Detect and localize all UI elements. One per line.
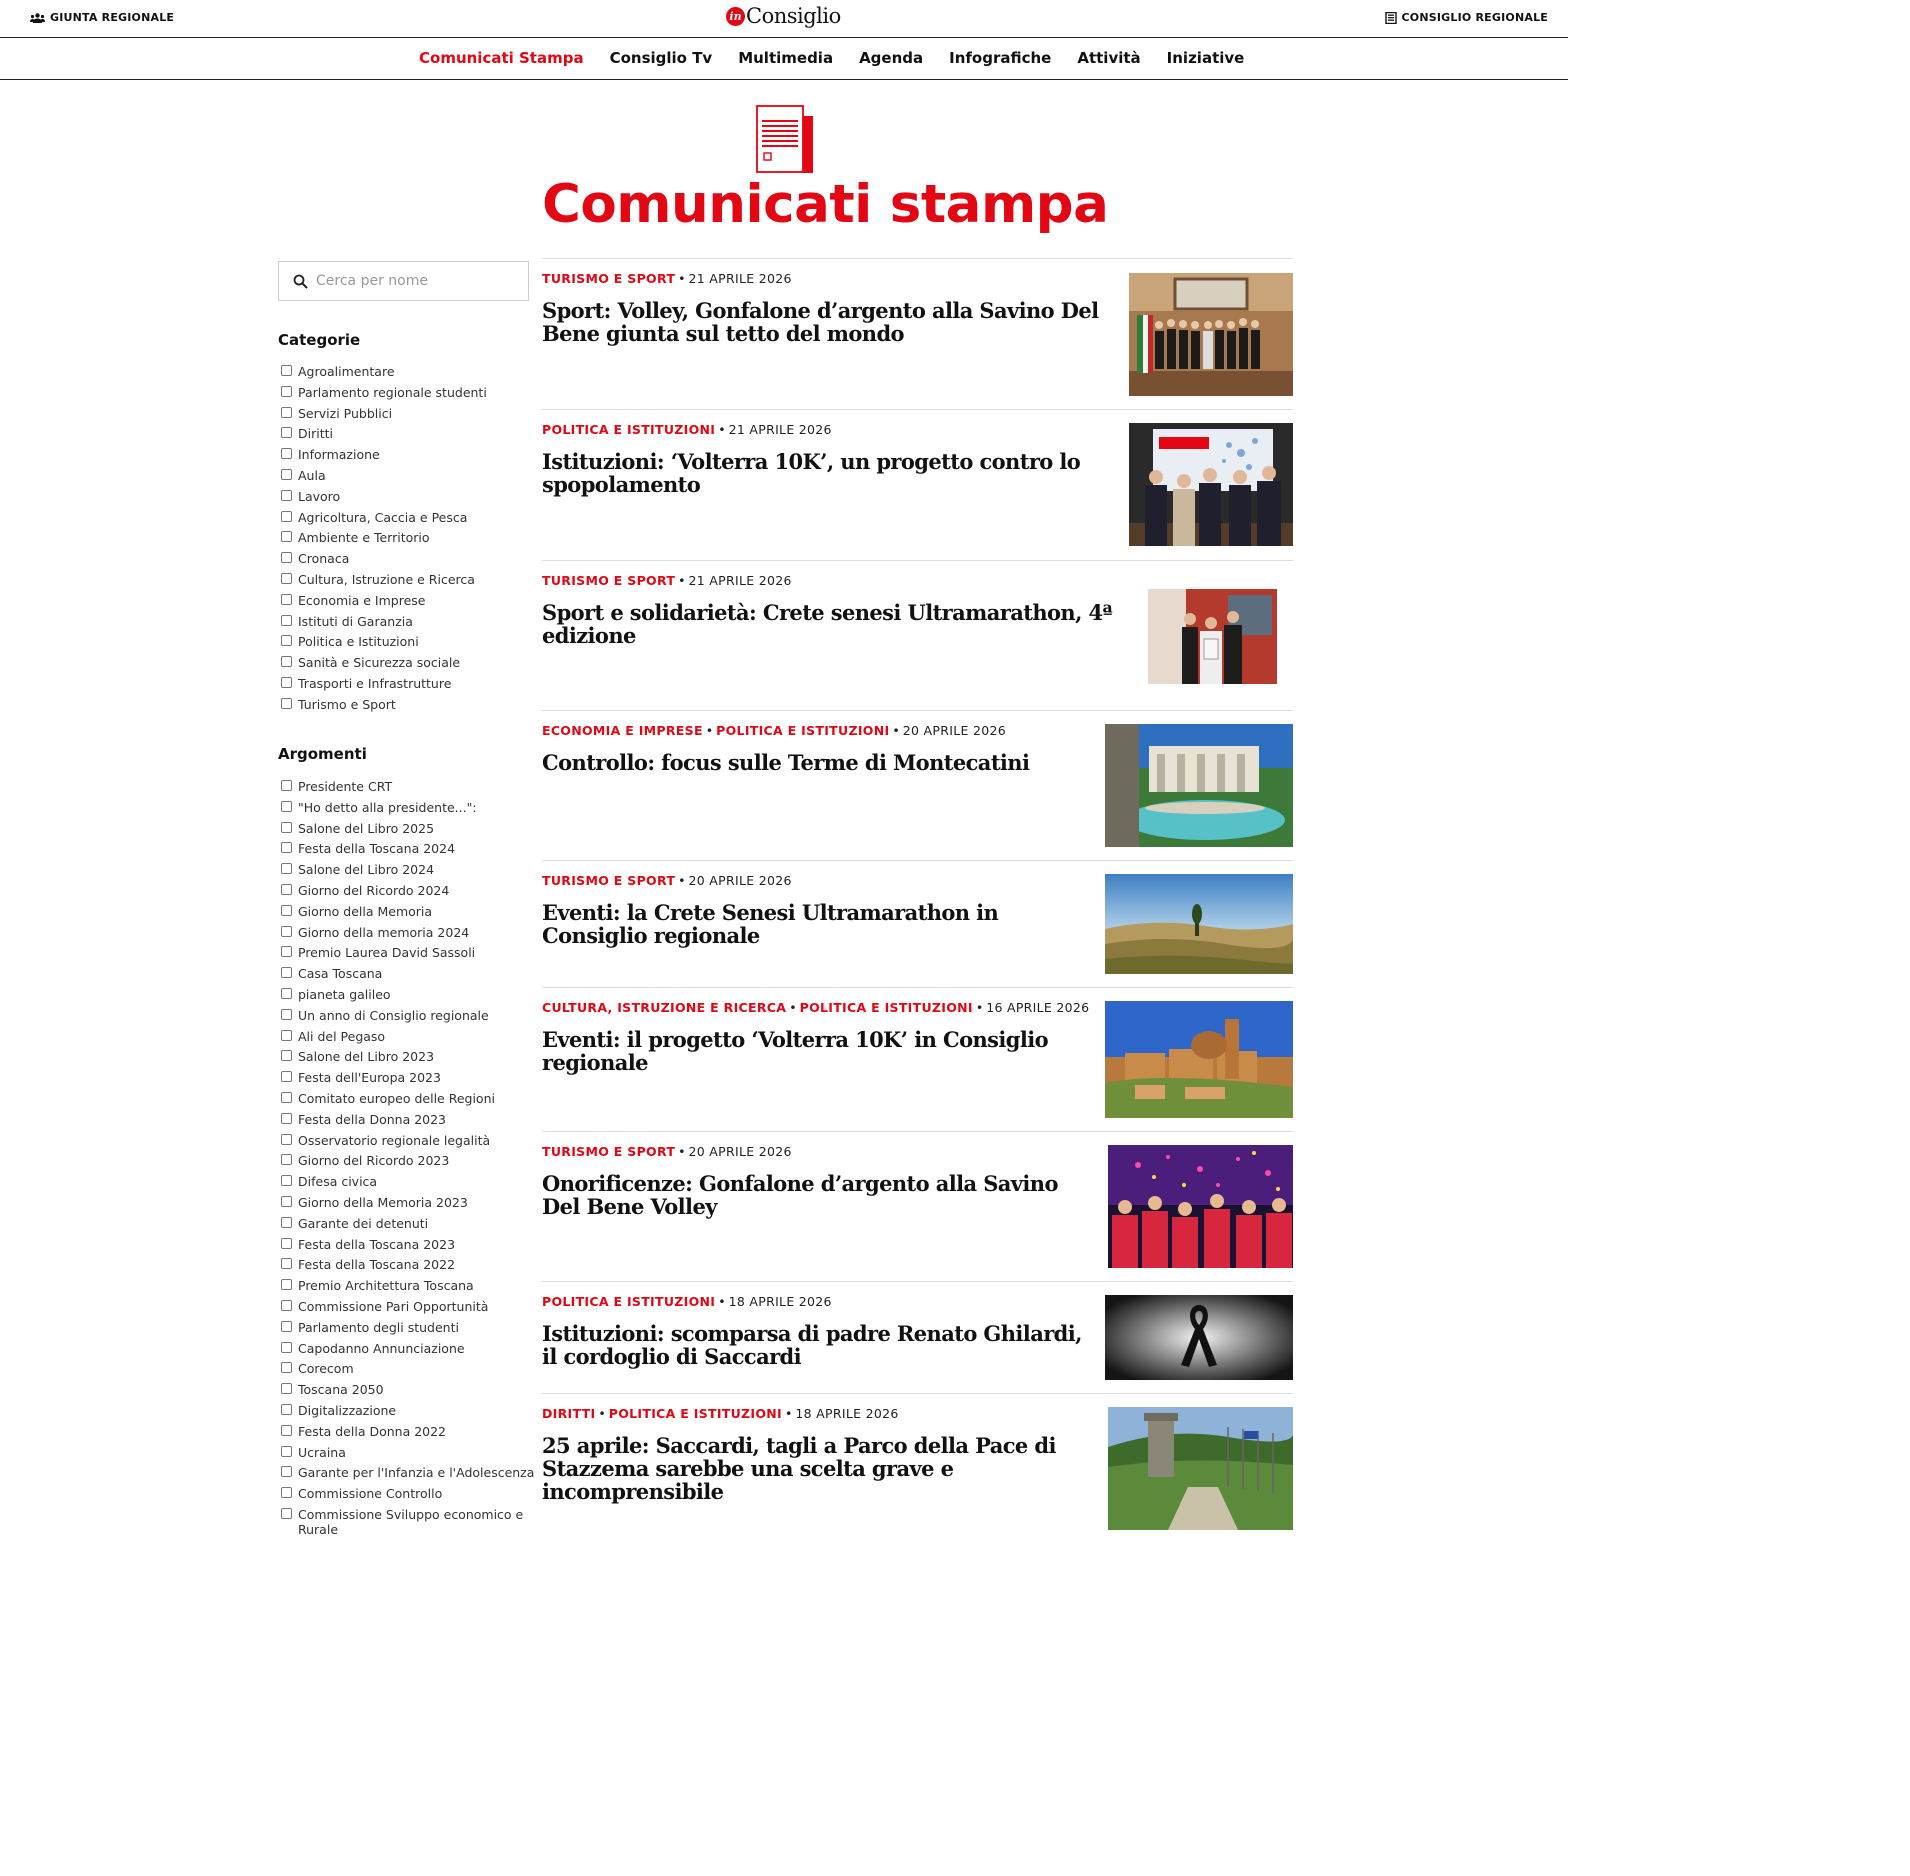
filter-option-casa-toscana[interactable]	[281, 966, 536, 981]
article-image[interactable]	[1105, 724, 1293, 847]
filter-option-commissione-sviluppo-economico-e-rurale[interactable]	[281, 1507, 536, 1537]
filter-option-giorno-della-memoria[interactable]	[281, 904, 536, 919]
search-box[interactable]	[278, 261, 529, 301]
filter-checkbox[interactable]	[281, 698, 292, 709]
filter-checkbox[interactable]	[281, 1092, 292, 1103]
article-image[interactable]	[1129, 273, 1293, 396]
article-category-link[interactable]: TURISMO E SPORT	[542, 873, 676, 888]
consiglio-regionale-link[interactable]	[1385, 11, 1548, 24]
filter-option-festa-dell-europa-2023[interactable]	[281, 1070, 536, 1085]
filter-option-politica-e-istituzioni[interactable]	[281, 634, 536, 649]
filter-checkbox[interactable]	[281, 801, 292, 812]
press-release-icon	[755, 104, 817, 174]
filter-option-giorno-della-memoria-2024[interactable]	[281, 925, 536, 940]
filter-option-ali-del-pegaso[interactable]	[281, 1029, 536, 1044]
filter-label: Digitalizzazione	[298, 1402, 397, 1418]
filter-checkbox[interactable]	[281, 1487, 292, 1498]
filter-checkbox[interactable]	[281, 1404, 292, 1415]
article-headline[interactable]: Sport: Volley, Gonfalone d’argento alla Savino Del Bene giunta sul tetto del mondo	[542, 298, 1099, 346]
filter-label: Giorno del Ricordo 2024	[298, 882, 450, 898]
filter-checkbox[interactable]	[281, 511, 292, 522]
meta-separator: •	[785, 1406, 793, 1421]
meta-separator: •	[718, 1294, 726, 1309]
categorie-heading: Categorie	[278, 331, 361, 349]
filter-checkbox[interactable]	[281, 594, 292, 605]
filter-checkbox[interactable]	[281, 1196, 292, 1207]
filter-label: Difesa civica	[298, 1174, 378, 1190]
filter-label: Osservatorio regionale legalità	[298, 1132, 491, 1148]
meta-separator: •	[678, 873, 686, 888]
filter-label: Ali del Pegaso	[298, 1028, 386, 1044]
filter-label: Aula	[298, 467, 326, 483]
filter-option-garante-dei-detenuti[interactable]	[281, 1216, 536, 1231]
building-icon	[1385, 12, 1397, 24]
article-date: 20 APRILE 2026	[688, 873, 792, 888]
filter-label: Lavoro	[298, 488, 341, 504]
filter-label: Un anno di Consiglio regionale	[298, 1007, 489, 1023]
filter-checkbox[interactable]	[281, 615, 292, 626]
filter-option-aula[interactable]	[281, 468, 536, 483]
filter-label: Agroalimentare	[298, 364, 395, 379]
page-title: Comunicati stampa	[542, 174, 1109, 235]
filter-checkbox[interactable]	[281, 1300, 292, 1311]
filter-label: Presidente CRT	[298, 779, 393, 794]
logo-in-badge: in	[726, 7, 745, 26]
article-category-link[interactable]: TURISMO E SPORT	[542, 573, 676, 588]
filter-option-istituti-di-garanzia[interactable]	[281, 614, 536, 629]
article-image[interactable]	[1105, 1001, 1293, 1118]
article-image[interactable]	[1108, 1407, 1293, 1530]
filter-label: Commissione Sviluppo economico e Rurale	[298, 1506, 524, 1537]
filter-label: Cultura, Istruzione e Ricerca	[298, 571, 475, 587]
filter-label: Salone del Libro 2024	[298, 862, 435, 878]
article-meta	[542, 1144, 792, 1159]
filter-checkbox[interactable]	[281, 1466, 292, 1477]
filter-checkbox[interactable]	[281, 967, 292, 978]
article-headline[interactable]: Controllo: focus sulle Terme di Montecatini	[542, 750, 1030, 775]
filter-option-salone-del-libro-2023[interactable]	[281, 1049, 536, 1064]
filter-label: Casa Toscana	[298, 966, 383, 982]
article-headline[interactable]: Istituzioni: ‘Volterra 10K’, un progetto contro lo spopolamento	[542, 449, 1081, 497]
filter-option-cronaca[interactable]	[281, 551, 536, 566]
filter-checkbox[interactable]	[281, 1508, 292, 1519]
people-icon	[30, 13, 45, 23]
filter-checkbox[interactable]	[281, 1050, 292, 1061]
filter-option-lavoro[interactable]	[281, 489, 536, 504]
meta-separator: •	[975, 1000, 984, 1015]
article-meta	[542, 1406, 899, 1421]
filter-label: Sanità e Sicurezza sociale	[298, 655, 461, 671]
filter-label: Parlamento degli studenti	[298, 1319, 459, 1335]
filter-option-agroalimentare[interactable]	[281, 364, 536, 379]
filter-checkbox[interactable]	[281, 1321, 292, 1332]
filter-label: Capodanno Annunciazione	[298, 1340, 465, 1356]
filter-label: Economia e Imprese	[298, 592, 426, 608]
article-category-link[interactable]: DIRITTI	[542, 1406, 596, 1421]
nav-multimedia[interactable]: Multimedia	[738, 49, 834, 67]
filter-option-premio-architettura-toscana[interactable]	[281, 1278, 536, 1293]
article-card[interactable]	[542, 560, 1293, 710]
filter-label: Salone del Libro 2023	[298, 1049, 435, 1065]
filter-checkbox[interactable]	[281, 469, 292, 480]
meta-separator: •	[598, 1406, 606, 1421]
filter-checkbox[interactable]	[281, 573, 292, 584]
filter-checkbox[interactable]	[281, 1279, 292, 1290]
filter-label: Festa della Toscana 2024	[298, 841, 456, 857]
filter-label: Commissione Pari Opportunità	[298, 1298, 489, 1314]
article-image[interactable]	[1129, 423, 1293, 546]
filter-label: Salone del Libro 2025	[298, 820, 435, 836]
filter-checkbox[interactable]	[281, 1175, 292, 1186]
consiglio-regionale-label: CONSIGLIO REGIONALE	[1401, 11, 1548, 24]
filter-checkbox[interactable]	[281, 822, 292, 833]
filter-label: Turismo e Sport	[298, 696, 396, 712]
article-meta	[542, 422, 832, 437]
nav-infografiche[interactable]: Infografiche	[949, 49, 1052, 67]
filter-option-parlamento-regionale-studenti[interactable]	[281, 385, 536, 400]
filter-label: Giorno della Memoria	[298, 903, 433, 919]
filter-option-commissione-controllo[interactable]	[281, 1486, 536, 1501]
top-bar	[0, 0, 1568, 38]
filter-checkbox[interactable]	[281, 1258, 292, 1269]
article-date: 18 APRILE 2026	[728, 1294, 832, 1309]
filter-checkbox[interactable]	[281, 490, 292, 501]
filter-label: Festa della Donna 2022	[298, 1423, 447, 1439]
site-logo[interactable]	[726, 4, 841, 28]
article-card[interactable]	[542, 409, 1293, 560]
filter-label: Parlamento regionale studenti	[298, 384, 487, 400]
filter-option-premio-laurea-david-sassoli[interactable]	[281, 945, 536, 960]
filter-label: Premio Architettura Toscana	[298, 1278, 474, 1294]
filter-option-ambiente-e-territorio[interactable]	[281, 530, 536, 545]
article-category-link[interactable]: TURISMO E SPORT	[542, 1144, 676, 1159]
filter-label: Festa della Toscana 2022	[298, 1257, 456, 1273]
article-date: 18 APRILE 2026	[795, 1406, 899, 1421]
filter-checkbox[interactable]	[281, 365, 292, 376]
filter-option-garante-per-l-infanzia-e-l-adolescenza[interactable]	[281, 1465, 536, 1480]
article-card[interactable]	[542, 860, 1293, 987]
article-category-link[interactable]: POLITICA E ISTITUZIONI	[542, 1294, 716, 1309]
filter-option-comitato-europeo-delle-regioni[interactable]	[281, 1091, 536, 1106]
logo-text: Consiglio	[746, 4, 841, 28]
filter-option-festa-della-toscana-2022[interactable]	[281, 1257, 536, 1272]
article-meta	[542, 1294, 832, 1309]
meta-separator: •	[789, 1000, 797, 1015]
filter-option-festa-della-donna-2022[interactable]	[281, 1424, 536, 1439]
categorie-list	[281, 364, 536, 718]
filter-label: Toscana 2050	[298, 1382, 384, 1398]
nav-consiglio-tv[interactable]: Consiglio Tv	[609, 49, 713, 67]
nav-agenda[interactable]: Agenda	[859, 49, 924, 67]
article-meta	[542, 723, 1006, 738]
filter-checkbox[interactable]	[281, 1071, 292, 1082]
filter-label: Trasporti e Infrastrutture	[298, 675, 452, 691]
article-card[interactable]	[542, 1131, 1293, 1281]
article-image[interactable]	[1105, 1295, 1293, 1380]
filter-checkbox[interactable]	[281, 946, 292, 957]
filter-option-parlamento-degli-studenti[interactable]	[281, 1320, 536, 1335]
article-meta	[542, 873, 792, 888]
filter-label: Premio Laurea David Sassoli	[298, 945, 476, 961]
filter-option-festa-della-toscana-2024[interactable]	[281, 841, 536, 856]
filter-checkbox[interactable]	[281, 884, 292, 895]
meta-separator: •	[705, 723, 714, 738]
filter-checkbox[interactable]	[281, 1446, 292, 1457]
filter-option-economia-e-imprese[interactable]	[281, 593, 536, 608]
filter-label: pianeta galileo	[298, 986, 391, 1002]
filter-label: Ambiente e Territorio	[298, 530, 430, 546]
meta-separator: •	[892, 723, 900, 738]
filter-label: Corecom	[298, 1361, 354, 1377]
filter-label: Agricoltura, Caccia e Pesca	[298, 509, 468, 525]
filter-label: Festa della Toscana 2023	[298, 1236, 456, 1252]
filter-option-festa-della-toscana-2023[interactable]	[281, 1237, 536, 1252]
filter-checkbox[interactable]	[281, 407, 292, 418]
filter-checkbox[interactable]	[281, 842, 292, 853]
article-meta	[542, 1000, 1089, 1015]
filter-label: Servizi Pubblici	[298, 405, 393, 421]
giunta-regionale-label: GIUNTA REGIONALE	[50, 11, 175, 24]
article-headline[interactable]: Eventi: la Crete Senesi Ultramarathon in Consiglio regionale	[542, 900, 999, 948]
meta-separator: •	[678, 271, 686, 286]
article-image[interactable]	[1105, 874, 1293, 974]
filter-checkbox[interactable]	[281, 926, 292, 937]
filter-option-giorno-del-ricordo-2023[interactable]	[281, 1153, 536, 1168]
filter-option-presidente-crt[interactable]	[281, 779, 536, 794]
filter-checkbox[interactable]	[281, 905, 292, 916]
article-card[interactable]	[542, 987, 1293, 1131]
filter-option-osservatorio-regionale-legalita[interactable]	[281, 1133, 536, 1148]
article-meta	[542, 271, 792, 286]
article-headline[interactable]: Eventi: il progetto ‘Volterra 10K’ in Consiglio regionale	[542, 1027, 1049, 1075]
filter-checkbox[interactable]	[281, 1342, 292, 1353]
filter-label: Istituti di Garanzia	[298, 613, 413, 629]
filter-option-difesa-civica[interactable]	[281, 1174, 536, 1189]
article-image[interactable]	[1148, 589, 1277, 684]
article-date: 16 APRILE 2026	[986, 1000, 1090, 1015]
filter-option-digitalizzazione[interactable]	[281, 1403, 536, 1418]
filter-checkbox[interactable]	[281, 635, 292, 646]
filter-option-pianeta-galileo[interactable]	[281, 987, 536, 1002]
filter-option-agricoltura-caccia-e-pesca[interactable]	[281, 510, 536, 525]
filter-checkbox[interactable]	[281, 677, 292, 688]
filter-label: "Ho detto alla presidente...":	[298, 799, 477, 815]
filter-option-toscana-2050[interactable]	[281, 1382, 536, 1397]
filter-checkbox[interactable]	[281, 1238, 292, 1249]
article-category-link[interactable]: ECONOMIA E IMPRESE	[542, 723, 703, 738]
filter-label: Politica e Istituzioni	[298, 634, 419, 650]
filter-checkbox[interactable]	[281, 448, 292, 459]
filter-option-festa-della-donna-2023[interactable]	[281, 1112, 536, 1127]
nav-comunicati-stampa[interactable]: Comunicati Stampa	[419, 49, 584, 67]
filter-checkbox[interactable]	[281, 1362, 292, 1373]
article-date: 20 APRILE 2026	[902, 723, 1006, 738]
article-category-link[interactable]: POLITICA E ISTITUZIONI	[799, 1000, 973, 1015]
filter-option-corecom[interactable]	[281, 1361, 536, 1376]
filter-option-un-anno-di-consiglio-regionale[interactable]	[281, 1008, 536, 1023]
article-date: 20 APRILE 2026	[688, 1144, 792, 1159]
filter-option-ucraina[interactable]	[281, 1445, 536, 1460]
article-list	[542, 258, 1293, 1536]
filter-checkbox[interactable]	[281, 1217, 292, 1228]
article-card[interactable]	[542, 710, 1293, 860]
filter-option-ho-detto-alla-presidente[interactable]	[281, 800, 536, 815]
filter-label: Giorno della memoria 2024	[298, 924, 470, 940]
filter-label: Festa della Donna 2023	[298, 1111, 447, 1127]
article-headline[interactable]: Istituzioni: scomparsa di padre Renato Ghilardi, il cordoglio di Saccardi	[542, 1321, 1082, 1369]
filter-checkbox[interactable]	[281, 386, 292, 397]
filter-checkbox[interactable]	[281, 531, 292, 542]
article-category-link[interactable]: POLITICA E ISTITUZIONI	[716, 723, 890, 738]
giunta-regionale-link[interactable]	[30, 11, 174, 24]
article-category-link[interactable]: POLITICA E ISTITUZIONI	[542, 422, 716, 437]
meta-separator: •	[678, 573, 686, 588]
filter-label: Garante dei detenuti	[298, 1215, 429, 1231]
article-card[interactable]	[542, 1281, 1293, 1393]
article-date: 21 APRILE 2026	[688, 573, 792, 588]
article-headline[interactable]: Sport e solidarietà: Crete senesi Ultramarathon, 4ª edizione	[542, 600, 1113, 648]
main-nav	[0, 38, 1568, 80]
article-card[interactable]	[542, 258, 1293, 409]
nav-iniziative[interactable]: Iniziative	[1166, 49, 1245, 67]
meta-separator: •	[678, 1144, 686, 1159]
filter-option-cultura-istruzione-e-ricerca[interactable]	[281, 572, 536, 587]
filter-option-trasporti-e-infrastrutture[interactable]	[281, 676, 536, 691]
article-category-link[interactable]: POLITICA E ISTITUZIONI	[608, 1406, 783, 1421]
filter-label: Ucraina	[298, 1444, 346, 1460]
filter-checkbox[interactable]	[281, 1030, 292, 1041]
article-meta	[542, 573, 792, 588]
filter-option-giorno-della-memoria-2023[interactable]	[281, 1195, 536, 1210]
filter-option-informazione[interactable]	[281, 447, 536, 462]
filter-label: Giorno del Ricordo 2023	[298, 1153, 450, 1169]
filter-checkbox[interactable]	[281, 988, 292, 999]
filter-checkbox[interactable]	[281, 1134, 292, 1145]
meta-separator: •	[718, 422, 726, 437]
filter-checkbox[interactable]	[281, 427, 292, 438]
argomenti-heading: Argomenti	[278, 745, 367, 763]
filter-option-giorno-del-ricordo-2024[interactable]	[281, 883, 536, 898]
filter-checkbox[interactable]	[281, 1113, 292, 1124]
filter-option-sanita-e-sicurezza-sociale[interactable]	[281, 655, 536, 670]
filter-label: Commissione Controllo	[298, 1486, 443, 1502]
filter-label: Diritti	[298, 426, 333, 442]
article-category-link[interactable]: CULTURA, ISTRUZIONE E RICERCA	[542, 1000, 787, 1015]
search-icon	[293, 274, 308, 289]
filter-option-turismo-e-sport[interactable]	[281, 697, 536, 712]
nav-attivita[interactable]: Attività	[1077, 49, 1141, 67]
filter-checkbox[interactable]	[281, 1009, 292, 1020]
filter-checkbox[interactable]	[281, 552, 292, 563]
filter-label: Comitato europeo delle Regioni	[298, 1090, 495, 1106]
search-input[interactable]	[316, 273, 516, 289]
filter-option-commissione-pari-opportunita[interactable]	[281, 1299, 536, 1314]
article-date: 21 APRILE 2026	[728, 422, 832, 437]
filter-option-salone-del-libro-2025[interactable]	[281, 821, 536, 836]
filter-option-salone-del-libro-2024[interactable]	[281, 862, 536, 877]
filter-checkbox[interactable]	[281, 863, 292, 874]
filter-label: Festa dell'Europa 2023	[298, 1070, 441, 1086]
filter-option-capodanno-annunciazione[interactable]	[281, 1341, 536, 1356]
filter-checkbox[interactable]	[281, 656, 292, 667]
filter-label: Giorno della Memoria 2023	[298, 1194, 468, 1210]
article-image[interactable]	[1108, 1145, 1293, 1268]
filter-checkbox[interactable]	[281, 1383, 292, 1394]
argomenti-list	[281, 779, 536, 1543]
filter-option-servizi-pubblici[interactable]	[281, 406, 536, 421]
article-headline[interactable]: Onorificenze: Gonfalone d’argento alla Savino Del Bene Volley	[542, 1171, 1058, 1219]
filter-label: Informazione	[298, 447, 380, 463]
filter-option-diritti[interactable]	[281, 426, 536, 441]
article-headline[interactable]: 25 aprile: Saccardi, tagli a Parco della Pace di Stazzema sarebbe una scelta grave e incomprensibile	[542, 1433, 1056, 1504]
filter-label: Garante per l'Infanzia e l'Adolescenza	[298, 1465, 535, 1481]
filter-label: Cronaca	[298, 551, 350, 567]
filter-checkbox[interactable]	[281, 780, 292, 791]
filter-checkbox[interactable]	[281, 1425, 292, 1436]
article-date: 21 APRILE 2026	[688, 271, 792, 286]
article-category-link[interactable]: TURISMO E SPORT	[542, 271, 676, 286]
article-card[interactable]	[542, 1393, 1293, 1536]
filter-checkbox[interactable]	[281, 1154, 292, 1165]
